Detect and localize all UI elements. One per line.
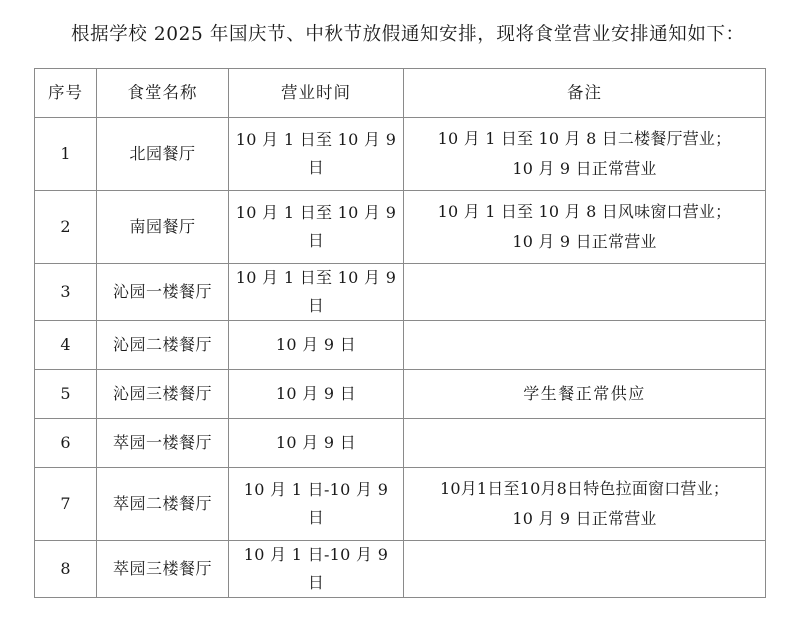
cell-no: 7 (35, 468, 97, 541)
cell-time: 10 月 9 日 (229, 321, 404, 370)
table-row (35, 118, 766, 191)
cell-note (404, 468, 766, 541)
table-row (35, 191, 766, 264)
table-header-row (35, 69, 766, 118)
cell-name: 萃园二楼餐厅 (97, 468, 229, 541)
cell-time: 10 月 9 日 (229, 419, 404, 468)
cell-time: 10 月 9 日 (229, 370, 404, 419)
cell-name: 北园餐厅 (97, 118, 229, 191)
note-line-1: 10 月 1 日至 10 月 8 日风味窗口营业； (437, 202, 732, 221)
cell-name: 沁园一楼餐厅 (97, 264, 229, 321)
schedule-table-wrapper (0, 56, 799, 598)
table-row (35, 419, 766, 468)
cell-time: 10 月 1 日至 10 月 9 日 (229, 118, 404, 191)
cell-name: 南园餐厅 (97, 191, 229, 264)
table-row (35, 468, 766, 541)
cell-no: 1 (35, 118, 97, 191)
cell-time: 10 月 1 日至 10 月 9 日 (229, 264, 404, 321)
canteen-schedule-table (34, 68, 766, 598)
note-line-1: 10月1日至10月8日特色拉面窗口营业； (439, 479, 730, 498)
table-row (35, 541, 766, 598)
cell-name: 沁园二楼餐厅 (97, 321, 229, 370)
cell-note (404, 419, 766, 468)
note-line-2: 10 月 9 日正常营业 (512, 509, 657, 528)
cell-name: 萃园三楼餐厅 (97, 541, 229, 598)
cell-time: 10 月 1 日-10 月 9 日 (229, 541, 404, 598)
cell-note: 学生餐正常供应 (404, 370, 766, 419)
header-cell-note: 备注 (404, 69, 766, 118)
cell-no: 6 (35, 419, 97, 468)
table-body (35, 118, 766, 598)
cell-note (404, 541, 766, 598)
cell-note (404, 118, 766, 191)
intro-paragraph: 根据学校 2025 年国庆节、中秋节放假通知安排，现将食堂营业安排通知如下： (71, 24, 745, 45)
cell-time: 10 月 1 日至 10 月 9 日 (229, 191, 404, 264)
header-cell-no: 序号 (35, 69, 97, 118)
table-row (35, 370, 766, 419)
table-row (35, 321, 766, 370)
header-cell-time: 营业时间 (229, 69, 404, 118)
cell-note (404, 264, 766, 321)
cell-note (404, 191, 766, 264)
cell-no: 2 (35, 191, 97, 264)
cell-name: 沁园三楼餐厅 (97, 370, 229, 419)
cell-name: 萃园一楼餐厅 (97, 419, 229, 468)
cell-time: 10 月 1 日-10 月 9 日 (229, 468, 404, 541)
cell-note (404, 321, 766, 370)
note-line-2: 10 月 9 日正常营业 (512, 232, 657, 251)
cell-no: 5 (35, 370, 97, 419)
header-cell-name: 食堂名称 (97, 69, 229, 118)
table-header (35, 69, 766, 118)
note-line-1: 10 月 1 日至 10 月 8 日二楼餐厅营业； (437, 129, 732, 148)
cell-no: 4 (35, 321, 97, 370)
cell-no: 3 (35, 264, 97, 321)
cell-no: 8 (35, 541, 97, 598)
table-row (35, 264, 766, 321)
note-line-2: 10 月 9 日正常营业 (512, 159, 657, 178)
